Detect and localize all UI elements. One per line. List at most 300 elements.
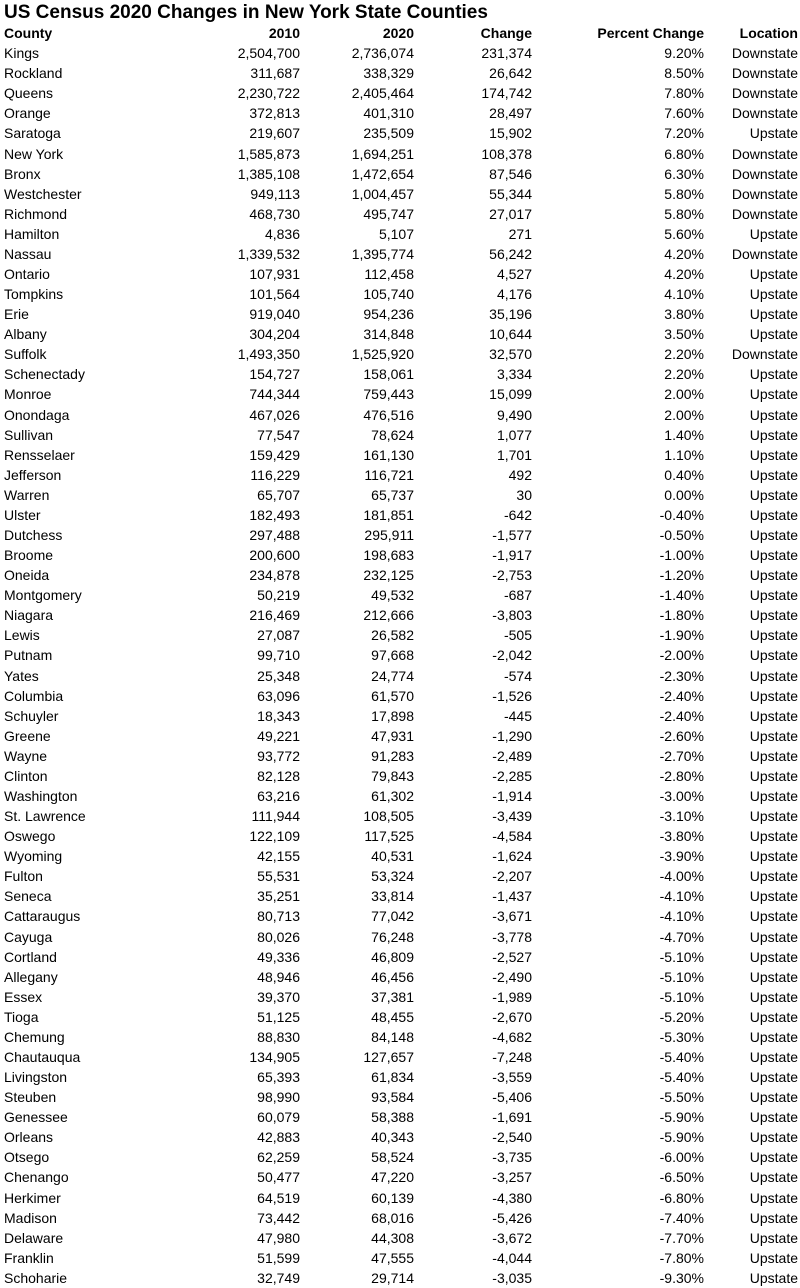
percent-change-cell: 7.60% bbox=[664, 105, 704, 122]
location-cell: Upstate bbox=[749, 607, 798, 624]
percent-change-cell: 2.00% bbox=[664, 386, 704, 403]
table-row bbox=[0, 786, 800, 806]
table-row bbox=[0, 143, 800, 163]
location-cell: Upstate bbox=[749, 687, 798, 704]
location-cell: Upstate bbox=[749, 888, 798, 905]
percent-change-cell: -3.10% bbox=[659, 808, 704, 825]
pop-2010-cell: 18,343 bbox=[257, 707, 300, 724]
change-cell: -5,406 bbox=[492, 1089, 532, 1106]
county-cell: Schenectady bbox=[4, 366, 85, 383]
table-row bbox=[0, 83, 800, 103]
county-cell: Westchester bbox=[4, 185, 82, 202]
pop-2020-cell: 93,584 bbox=[371, 1089, 414, 1106]
header-2020: 2020 bbox=[382, 25, 414, 42]
table-row bbox=[0, 264, 800, 284]
county-cell: Delaware bbox=[4, 1229, 64, 1246]
location-cell: Downstate bbox=[731, 245, 798, 262]
pop-2010-cell: 311,687 bbox=[250, 65, 300, 82]
percent-change-cell: -5.10% bbox=[659, 948, 704, 965]
pop-2010-cell: 101,564 bbox=[249, 286, 300, 303]
pop-2010-cell: 98,990 bbox=[257, 1089, 300, 1106]
table-row bbox=[0, 947, 800, 967]
change-cell: -505 bbox=[503, 627, 532, 644]
pop-2020-cell: 40,343 bbox=[371, 1129, 414, 1146]
change-cell: 56,242 bbox=[489, 245, 532, 262]
pop-2010-cell: 111,944 bbox=[251, 808, 300, 825]
county-cell: Wyoming bbox=[4, 848, 63, 865]
change-cell: 26,642 bbox=[489, 65, 532, 82]
table-row bbox=[0, 304, 800, 324]
county-cell: Chemung bbox=[4, 1028, 65, 1045]
change-cell: -1,914 bbox=[492, 788, 532, 804]
pop-2020-cell: 78,624 bbox=[371, 426, 414, 443]
table-row bbox=[0, 605, 800, 625]
pop-2020-cell: 235,509 bbox=[363, 125, 414, 142]
change-cell: -3,735 bbox=[492, 1149, 532, 1166]
pop-2010-cell: 919,040 bbox=[249, 306, 300, 323]
pop-2010-cell: 63,096 bbox=[257, 687, 300, 704]
table-row bbox=[0, 886, 800, 906]
table-row bbox=[0, 204, 800, 224]
location-cell: Upstate bbox=[749, 426, 798, 443]
pop-2010-cell: 2,230,722 bbox=[237, 85, 300, 102]
pop-2020-cell: 40,531 bbox=[371, 848, 414, 865]
change-cell: -2,670 bbox=[492, 1008, 532, 1025]
change-cell: -1,437 bbox=[492, 888, 532, 905]
location-cell: Upstate bbox=[749, 667, 798, 684]
county-cell: Kings bbox=[4, 45, 40, 62]
table-row bbox=[0, 525, 800, 545]
change-cell: -2,527 bbox=[492, 948, 532, 965]
pop-2020-cell: 1,525,920 bbox=[351, 346, 414, 363]
pop-2020-cell: 58,524 bbox=[371, 1149, 414, 1166]
county-cell: Putnam bbox=[4, 647, 53, 664]
pop-2010-cell: 107,931 bbox=[249, 265, 300, 282]
location-cell: Upstate bbox=[749, 486, 798, 503]
pop-2010-cell: 50,219 bbox=[257, 587, 300, 604]
pop-2010-cell: 949,113 bbox=[250, 185, 300, 202]
pop-2020-cell: 46,456 bbox=[371, 968, 414, 985]
pop-2020-cell: 37,381 bbox=[371, 988, 414, 1005]
change-cell: -1,526 bbox=[492, 687, 532, 704]
percent-change-cell: -5.40% bbox=[659, 1049, 704, 1066]
table-row bbox=[0, 726, 800, 746]
table-row bbox=[0, 1047, 800, 1067]
percent-change-cell: 0.40% bbox=[664, 466, 704, 483]
pop-2020-cell: 17,898 bbox=[371, 707, 414, 724]
table-row bbox=[0, 1007, 800, 1027]
location-cell: Upstate bbox=[749, 767, 798, 784]
percent-change-cell: -2.30% bbox=[659, 667, 704, 684]
pop-2020-cell: 232,125 bbox=[363, 567, 414, 584]
location-cell: Upstate bbox=[749, 727, 798, 744]
location-cell: Upstate bbox=[749, 1229, 798, 1246]
pop-2010-cell: 1,339,532 bbox=[237, 245, 300, 262]
change-cell: -2,490 bbox=[492, 968, 532, 985]
table-row bbox=[0, 344, 800, 364]
change-cell: -4,682 bbox=[492, 1028, 532, 1045]
pop-2010-cell: 64,519 bbox=[257, 1189, 300, 1206]
pop-2020-cell: 108,505 bbox=[363, 808, 414, 825]
pop-2010-cell: 219,607 bbox=[249, 125, 300, 142]
county-cell: Columbia bbox=[4, 687, 64, 704]
county-cell: Montgomery bbox=[4, 587, 82, 604]
location-cell: Upstate bbox=[749, 707, 798, 724]
percent-change-cell: -4.00% bbox=[659, 868, 704, 885]
pop-2010-cell: 468,730 bbox=[249, 205, 300, 222]
county-cell: Niagara bbox=[4, 607, 54, 624]
location-cell: Upstate bbox=[749, 526, 798, 543]
pop-2020-cell: 212,666 bbox=[363, 607, 414, 624]
change-cell: 55,344 bbox=[489, 185, 532, 202]
percent-change-cell: -4.70% bbox=[659, 928, 704, 945]
pop-2010-cell: 297,488 bbox=[249, 526, 300, 543]
table-row bbox=[0, 1188, 800, 1208]
location-cell: Upstate bbox=[749, 547, 798, 564]
pop-2020-cell: 61,570 bbox=[371, 687, 414, 704]
pop-2010-cell: 1,385,108 bbox=[237, 165, 300, 182]
pop-2010-cell: 32,749 bbox=[257, 1269, 300, 1286]
table-row bbox=[0, 585, 800, 605]
table-row bbox=[0, 103, 800, 123]
table-row bbox=[0, 706, 800, 726]
pop-2010-cell: 99,710 bbox=[257, 647, 300, 664]
change-cell: 1,701 bbox=[496, 446, 532, 463]
location-cell: Upstate bbox=[749, 1169, 798, 1186]
county-cell: Tioga bbox=[4, 1008, 39, 1025]
change-cell: -2,540 bbox=[492, 1129, 532, 1146]
percent-change-cell: -5.50% bbox=[659, 1089, 704, 1106]
pop-2020-cell: 105,740 bbox=[363, 286, 414, 303]
pop-2020-cell: 47,931 bbox=[371, 727, 414, 744]
pop-2010-cell: 88,830 bbox=[257, 1028, 300, 1045]
pop-2010-cell: 49,221 bbox=[257, 727, 300, 744]
percent-change-cell: -5.40% bbox=[659, 1069, 704, 1086]
table-row bbox=[0, 324, 800, 344]
table-row bbox=[0, 987, 800, 1007]
change-cell: 15,099 bbox=[489, 386, 532, 403]
pop-2020-cell: 79,843 bbox=[371, 767, 414, 784]
change-cell: -3,035 bbox=[492, 1269, 532, 1286]
pop-2020-cell: 53,324 bbox=[371, 868, 414, 885]
pop-2010-cell: 55,531 bbox=[257, 868, 300, 885]
table-body bbox=[0, 43, 800, 1288]
table-row bbox=[0, 625, 800, 645]
table-row bbox=[0, 766, 800, 786]
county-cell: New York bbox=[4, 145, 64, 162]
table-row bbox=[0, 686, 800, 706]
table-row bbox=[0, 224, 800, 244]
change-cell: -3,672 bbox=[492, 1229, 532, 1246]
pop-2020-cell: 759,443 bbox=[363, 386, 414, 403]
change-cell: -2,207 bbox=[492, 868, 532, 885]
change-cell: -5,426 bbox=[492, 1209, 532, 1226]
percent-change-cell: -1.80% bbox=[659, 607, 704, 624]
table-row bbox=[0, 666, 800, 686]
change-cell: -2,753 bbox=[492, 567, 532, 584]
pop-2020-cell: 2,736,074 bbox=[351, 45, 414, 62]
percent-change-cell: 8.50% bbox=[664, 65, 704, 82]
pop-2020-cell: 61,302 bbox=[371, 788, 414, 804]
pop-2010-cell: 25,348 bbox=[257, 667, 300, 684]
pop-2010-cell: 159,429 bbox=[249, 446, 300, 463]
table-row bbox=[0, 846, 800, 866]
county-cell: Lewis bbox=[4, 627, 40, 644]
location-cell: Downstate bbox=[731, 45, 798, 62]
change-cell: 4,527 bbox=[496, 265, 532, 282]
percent-change-cell: -1.00% bbox=[659, 547, 704, 564]
pop-2020-cell: 161,130 bbox=[363, 446, 414, 463]
pop-2010-cell: 80,713 bbox=[257, 908, 300, 925]
county-cell: Suffolk bbox=[4, 346, 47, 363]
change-cell: 271 bbox=[508, 225, 532, 242]
location-cell: Upstate bbox=[749, 1069, 798, 1086]
percent-change-cell: 7.80% bbox=[664, 85, 704, 102]
change-cell: -2,489 bbox=[492, 747, 532, 764]
table-row bbox=[0, 1167, 800, 1187]
table-row bbox=[0, 364, 800, 384]
table-row bbox=[0, 1228, 800, 1248]
pop-2020-cell: 1,004,457 bbox=[351, 185, 414, 202]
table-row bbox=[0, 1147, 800, 1167]
percent-change-cell: -2.60% bbox=[659, 727, 704, 744]
percent-change-cell: -6.00% bbox=[659, 1149, 704, 1166]
pop-2020-cell: 112,458 bbox=[364, 265, 414, 282]
table-row bbox=[0, 445, 800, 465]
pop-2010-cell: 42,155 bbox=[257, 848, 300, 865]
county-cell: Clinton bbox=[4, 767, 48, 784]
pop-2010-cell: 200,600 bbox=[249, 547, 300, 564]
change-cell: -1,290 bbox=[492, 727, 532, 744]
county-cell: Madison bbox=[4, 1209, 57, 1226]
percent-change-cell: -7.70% bbox=[659, 1229, 704, 1246]
county-cell: Albany bbox=[4, 326, 47, 343]
pop-2020-cell: 76,248 bbox=[371, 928, 414, 945]
table-row bbox=[0, 806, 800, 826]
location-cell: Downstate bbox=[731, 346, 798, 363]
percent-change-cell: -1.20% bbox=[659, 567, 704, 584]
county-cell: Yates bbox=[4, 667, 39, 684]
percent-change-cell: 4.20% bbox=[664, 245, 704, 262]
location-cell: Upstate bbox=[749, 286, 798, 303]
pop-2020-cell: 68,016 bbox=[371, 1209, 414, 1226]
pop-2020-cell: 117,525 bbox=[364, 828, 414, 845]
pop-2020-cell: 29,714 bbox=[371, 1269, 414, 1286]
county-cell: Essex bbox=[4, 988, 43, 1005]
table-row bbox=[0, 384, 800, 404]
location-cell: Upstate bbox=[749, 788, 798, 804]
location-cell: Upstate bbox=[749, 1249, 798, 1266]
county-cell: Rockland bbox=[4, 65, 63, 82]
location-cell: Upstate bbox=[749, 988, 798, 1005]
table-row bbox=[0, 826, 800, 846]
table-row bbox=[0, 1107, 800, 1127]
county-cell: Herkimer bbox=[4, 1189, 61, 1206]
sheet-title: US Census 2020 Changes in New York State Counties bbox=[4, 2, 488, 23]
pop-2020-cell: 181,851 bbox=[363, 506, 414, 523]
table-row bbox=[0, 927, 800, 947]
change-cell: 27,017 bbox=[489, 205, 532, 222]
location-cell: Upstate bbox=[749, 1109, 798, 1126]
pop-2020-cell: 1,395,774 bbox=[351, 245, 414, 262]
pop-2020-cell: 198,683 bbox=[363, 547, 414, 564]
location-cell: Upstate bbox=[749, 587, 798, 604]
county-cell: Livingston bbox=[4, 1069, 68, 1086]
table-row bbox=[0, 746, 800, 766]
location-cell: Upstate bbox=[749, 1189, 798, 1206]
percent-change-cell: -6.80% bbox=[659, 1189, 704, 1206]
county-cell: Orleans bbox=[4, 1129, 54, 1146]
pop-2020-cell: 5,107 bbox=[378, 225, 414, 242]
percent-change-cell: -0.40% bbox=[659, 506, 704, 523]
location-cell: Upstate bbox=[749, 326, 798, 343]
table-row bbox=[0, 1248, 800, 1268]
percent-change-cell: 1.10% bbox=[664, 446, 704, 463]
pop-2020-cell: 47,220 bbox=[371, 1169, 414, 1186]
county-cell: Cortland bbox=[4, 948, 57, 965]
pop-2020-cell: 33,814 bbox=[371, 888, 414, 905]
pop-2010-cell: 27,087 bbox=[257, 627, 300, 644]
percent-change-cell: -4.10% bbox=[659, 908, 704, 925]
county-cell: Hamilton bbox=[4, 225, 60, 242]
percent-change-cell: 0.00% bbox=[664, 486, 704, 503]
change-cell: -687 bbox=[503, 587, 532, 604]
change-cell: 15,902 bbox=[489, 125, 532, 142]
change-cell: 10,644 bbox=[489, 326, 532, 343]
pop-2020-cell: 314,848 bbox=[363, 326, 414, 343]
header-row bbox=[0, 23, 800, 43]
location-cell: Upstate bbox=[749, 627, 798, 644]
pop-2020-cell: 1,472,654 bbox=[351, 165, 414, 182]
county-cell: Ulster bbox=[4, 506, 41, 523]
change-cell: -4,380 bbox=[492, 1189, 532, 1206]
county-cell: Bronx bbox=[4, 165, 41, 182]
pop-2010-cell: 73,442 bbox=[257, 1209, 300, 1226]
location-cell: Upstate bbox=[749, 1209, 798, 1226]
pop-2020-cell: 1,694,251 bbox=[351, 145, 414, 162]
pop-2010-cell: 63,216 bbox=[257, 788, 300, 804]
change-cell: 28,497 bbox=[489, 105, 532, 122]
pop-2010-cell: 51,599 bbox=[257, 1249, 300, 1266]
location-cell: Upstate bbox=[749, 306, 798, 323]
county-cell: Franklin bbox=[4, 1249, 54, 1266]
county-cell: Schoharie bbox=[4, 1269, 68, 1286]
pop-2020-cell: 476,516 bbox=[363, 406, 414, 423]
pop-2010-cell: 60,079 bbox=[257, 1109, 300, 1126]
change-cell: 3,334 bbox=[496, 366, 532, 383]
change-cell: 35,196 bbox=[489, 306, 532, 323]
change-cell: -445 bbox=[503, 707, 532, 724]
county-cell: Jefferson bbox=[4, 466, 62, 483]
percent-change-cell: -2.40% bbox=[659, 707, 704, 724]
percent-change-cell: 5.80% bbox=[664, 205, 704, 222]
pop-2020-cell: 495,747 bbox=[363, 205, 414, 222]
location-cell: Upstate bbox=[749, 386, 798, 403]
county-cell: Fulton bbox=[4, 868, 43, 885]
county-cell: Monroe bbox=[4, 386, 52, 403]
pop-2010-cell: 234,878 bbox=[249, 567, 300, 584]
county-cell: St. Lawrence bbox=[4, 808, 86, 825]
change-cell: -642 bbox=[503, 506, 532, 523]
percent-change-cell: -1.40% bbox=[659, 587, 704, 604]
county-cell: Nassau bbox=[4, 245, 52, 262]
pop-2020-cell: 58,388 bbox=[371, 1109, 414, 1126]
pop-2020-cell: 97,668 bbox=[371, 647, 414, 664]
percent-change-cell: 2.20% bbox=[664, 366, 704, 383]
percent-change-cell: 4.20% bbox=[664, 265, 704, 282]
change-cell: 492 bbox=[508, 466, 532, 483]
county-cell: Washington bbox=[4, 788, 78, 804]
table-row bbox=[0, 967, 800, 987]
table-row bbox=[0, 1127, 800, 1147]
change-cell: 30 bbox=[516, 486, 532, 503]
county-cell: Wayne bbox=[4, 747, 48, 764]
pop-2020-cell: 116,721 bbox=[364, 466, 414, 483]
table-row bbox=[0, 1067, 800, 1087]
percent-change-cell: -2.80% bbox=[659, 767, 704, 784]
county-cell: Cayuga bbox=[4, 928, 53, 945]
pop-2010-cell: 1,585,873 bbox=[237, 145, 300, 162]
percent-change-cell: -2.00% bbox=[659, 647, 704, 664]
percent-change-cell: 4.10% bbox=[664, 286, 704, 303]
percent-change-cell: -3.80% bbox=[659, 828, 704, 845]
percent-change-cell: -7.40% bbox=[659, 1209, 704, 1226]
pop-2020-cell: 65,737 bbox=[371, 486, 414, 503]
table-row bbox=[0, 164, 800, 184]
pop-2020-cell: 46,809 bbox=[371, 948, 414, 965]
header-location: Location bbox=[739, 25, 798, 42]
percent-change-cell: -7.80% bbox=[659, 1249, 704, 1266]
location-cell: Upstate bbox=[749, 125, 798, 142]
header-percent-change: Percent Change bbox=[597, 25, 704, 42]
county-cell: Allegany bbox=[4, 968, 58, 985]
county-cell: Schuyler bbox=[4, 707, 59, 724]
county-cell: Steuben bbox=[4, 1089, 57, 1106]
pop-2010-cell: 35,251 bbox=[257, 888, 300, 905]
county-cell: Broome bbox=[4, 547, 54, 564]
change-cell: 4,176 bbox=[496, 286, 532, 303]
location-cell: Upstate bbox=[749, 747, 798, 764]
county-cell: Onondaga bbox=[4, 406, 70, 423]
county-cell: Rensselaer bbox=[4, 446, 75, 463]
location-cell: Upstate bbox=[749, 968, 798, 985]
county-cell: Dutchess bbox=[4, 526, 63, 543]
location-cell: Upstate bbox=[749, 908, 798, 925]
change-cell: -2,042 bbox=[492, 647, 532, 664]
pop-2010-cell: 47,980 bbox=[257, 1229, 300, 1246]
percent-change-cell: -5.10% bbox=[659, 968, 704, 985]
percent-change-cell: -5.90% bbox=[659, 1129, 704, 1146]
change-cell: -3,671 bbox=[492, 908, 532, 925]
location-cell: Upstate bbox=[749, 868, 798, 885]
change-cell: -4,044 bbox=[492, 1249, 532, 1266]
pop-2010-cell: 1,493,350 bbox=[237, 346, 300, 363]
change-cell: 9,490 bbox=[496, 406, 532, 423]
change-cell: 32,570 bbox=[489, 346, 532, 363]
county-cell: Warren bbox=[4, 486, 50, 503]
percent-change-cell: -0.50% bbox=[659, 526, 704, 543]
percent-change-cell: 6.80% bbox=[664, 145, 704, 162]
county-cell: Erie bbox=[4, 306, 29, 323]
pop-2020-cell: 26,582 bbox=[371, 627, 414, 644]
change-cell: -4,584 bbox=[492, 828, 532, 845]
table-row bbox=[0, 565, 800, 585]
location-cell: Upstate bbox=[749, 1269, 798, 1286]
table-row bbox=[0, 425, 800, 445]
location-cell: Upstate bbox=[749, 225, 798, 242]
pop-2010-cell: 154,727 bbox=[249, 366, 300, 383]
location-cell: Upstate bbox=[749, 1129, 798, 1146]
